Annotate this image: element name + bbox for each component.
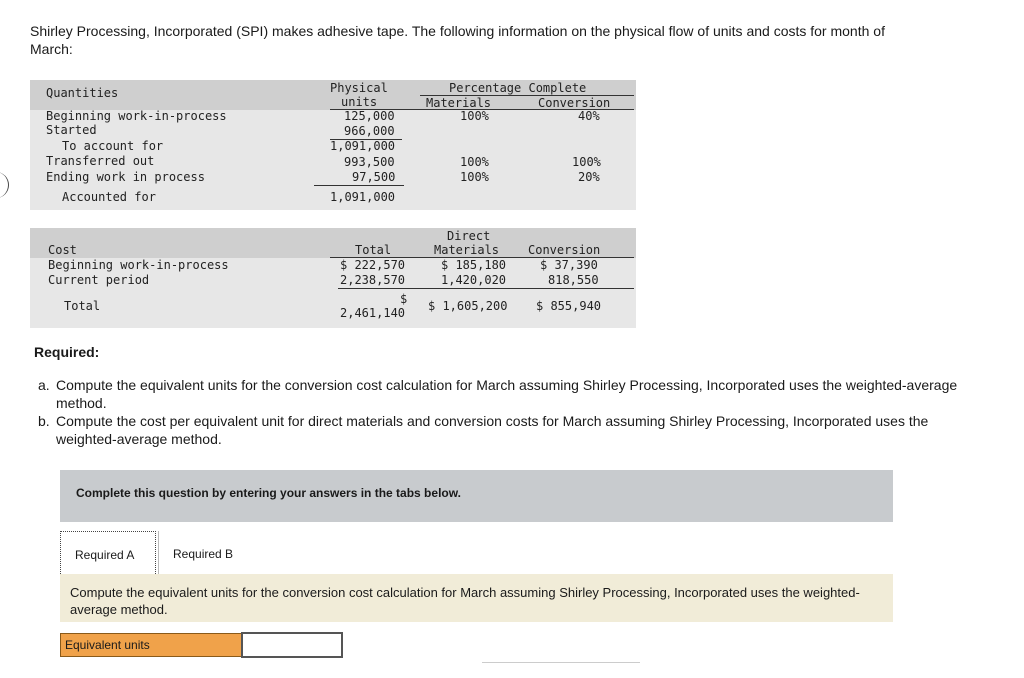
required-b-label: b. [38, 413, 50, 429]
col-physical-line2: units [341, 95, 378, 109]
cost-row-conversion: $ 37,390 [540, 258, 598, 272]
qty-row-label: Beginning work-in-process [46, 109, 227, 123]
tab-required-a[interactable] [60, 531, 156, 578]
instruction-banner [60, 470, 893, 522]
qty-row-label: To account for [62, 139, 164, 153]
intro-text: Shirley Processing, Incorporated (SPI) makes adhesive tape. The following information on the physical flow of units and costs for month of March: [30, 23, 885, 57]
cost-col-conversion: Conversion [528, 243, 601, 257]
cost-total-symbol: $ [400, 292, 408, 306]
cost-title: Cost [48, 243, 77, 257]
qty-row-physical: 993,500 [344, 155, 395, 169]
col-materials: Materials [426, 96, 492, 110]
required-item-b [38, 412, 968, 448]
qty-row-label: Ending work in process [46, 170, 205, 184]
qty-row-physical: 1,091,000 [330, 139, 396, 153]
qty-row-physical: 1,091,000 [330, 190, 396, 204]
required-item-a [38, 376, 968, 412]
cost-total-dm: $ 1,605,200 [428, 299, 508, 313]
required-a-label: a. [38, 377, 50, 393]
qty-row-label: Accounted for [62, 190, 156, 204]
qty-row-physical: 966,000 [344, 124, 395, 138]
page-edge-mark [0, 172, 9, 198]
qty-row-materials: 100% [460, 155, 489, 169]
equivalent-units-label-text: Equivalent units [65, 638, 150, 652]
qty-row-conversion: 40% [578, 109, 600, 123]
cost-total-total: 2,461,140 [340, 306, 406, 320]
cost-row-label: Current period [48, 273, 150, 287]
cost-col-total: Total [355, 243, 392, 257]
cost-row-dm: 1,420,020 [441, 273, 507, 287]
equivalent-units-input[interactable] [241, 632, 343, 658]
tab-instruction-text: Compute the equivalent units for the conversion cost calculation for March assuming Shirley Processing, Incorporated uses the weighted-average method. [70, 585, 860, 617]
quantities-title: Quantities [46, 86, 119, 100]
cost-col-dm-line1: Direct [447, 229, 491, 243]
cost-row-dm: $ 185,180 [441, 258, 507, 272]
qty-row-label: Transferred out [46, 154, 155, 168]
col-conversion: Conversion [538, 96, 611, 110]
qty-row-materials: 100% [460, 109, 489, 123]
cost-col-dm-line2: Materials [434, 243, 500, 257]
cost-total-conversion: $ 855,940 [536, 299, 602, 313]
qty-row-conversion: 20% [578, 170, 600, 184]
divider [482, 662, 640, 663]
qty-row-conversion: 100% [572, 155, 601, 169]
col-physical-line1: Physical [330, 81, 388, 95]
required-title: Required: [34, 344, 100, 360]
cost-row-conversion: 818,550 [548, 273, 599, 287]
required-b-text: Compute the cost per equivalent unit for direct materials and conversion costs for March assuming Shirley Processing, Incorporated uses the weighted-average method. [56, 413, 929, 447]
tab-required-b[interactable] [158, 531, 249, 577]
qty-row-physical: 97,500 [352, 170, 396, 184]
current-period-underline [338, 288, 634, 289]
tab-required-b-label: Required B [173, 547, 234, 561]
qty-row-physical: 125,000 [344, 109, 395, 123]
col-percentage-complete: Percentage Complete [449, 81, 587, 95]
required-list [38, 376, 968, 448]
equivalent-units-label [60, 633, 242, 657]
cost-row-label: Beginning work-in-process [48, 258, 229, 272]
tab-required-a-label: Required A [75, 548, 135, 562]
ending-underline [314, 185, 404, 186]
qty-row-label: Started [46, 123, 97, 137]
required-a-text: Compute the equivalent units for the conversion cost calculation for March assuming Shirley Processing, Incorporated uses the weighted-average method. [56, 377, 958, 411]
tab-instruction [60, 574, 893, 622]
qty-row-materials: 100% [460, 170, 489, 184]
cost-row-total: 2,238,570 [340, 273, 406, 287]
banner-text: Complete this question by entering your answers in the tabs below. [76, 486, 461, 500]
cost-total-label: Total [64, 299, 101, 313]
cost-row-total: $ 222,570 [340, 258, 406, 272]
